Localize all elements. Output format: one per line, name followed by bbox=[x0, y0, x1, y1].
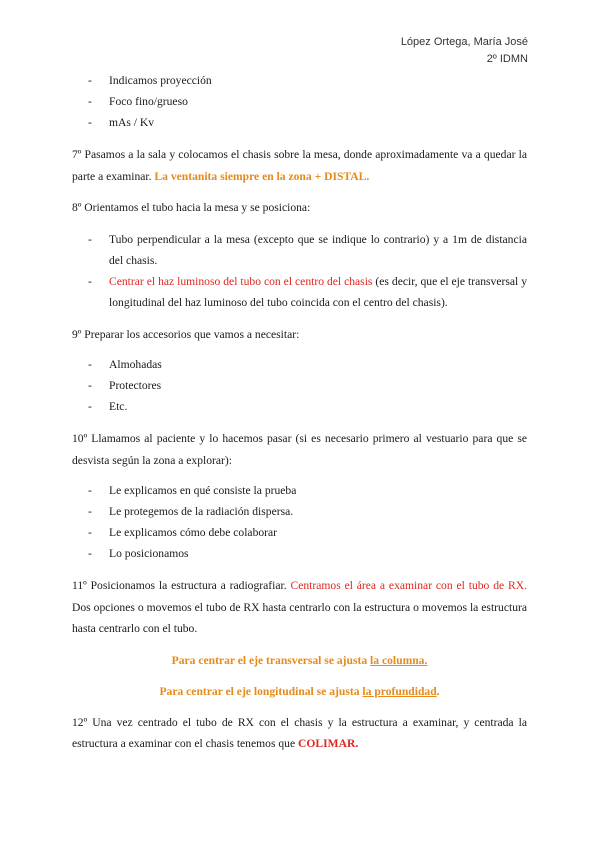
list-item: - Tubo perpendicular a la mesa (excepto que se indique lo contrario) y a 1m de distancia del chasis. bbox=[88, 232, 527, 267]
step-9-paragraph: 9º Preparar los accesorios que vamos a necesitar: bbox=[72, 327, 300, 341]
list-item: - Almohadas bbox=[88, 358, 162, 371]
list-item: - Etc. bbox=[88, 400, 128, 413]
course-label: 2º IDMN bbox=[486, 53, 528, 65]
list-a bbox=[72, 70, 527, 133]
list-item: - Le explicamos cómo debe colaborar bbox=[88, 526, 278, 539]
list-item: - Indicamos proyección bbox=[88, 74, 212, 87]
step-10-paragraph: 10º Llamamos al paciente y lo hacemos pasar (si es necesario primero al vestuario para que se desvista según la zona a explorar): bbox=[72, 432, 527, 467]
step-11-paragraph: 11º Posicionamos la estructura a radiografiar. Centramos el área a examinar con el tubo de RX. Dos opciones o movemos el tubo de RX hasta centrarlo con la estructura o movemos la estructura hasta centrarlo con el tubo. bbox=[72, 579, 527, 635]
list-item: - Le protegemos de la radiación dispersa. bbox=[88, 505, 294, 518]
author-name: López Ortega, María José bbox=[400, 36, 528, 48]
distal-highlight: La ventanita siempre en la zona + DISTAL. bbox=[154, 169, 370, 183]
step-10-list bbox=[72, 480, 527, 564]
list-item: - Lo posicionamos bbox=[88, 547, 189, 560]
list-item: - Foco fino/grueso bbox=[88, 95, 188, 108]
list-item: - Centrar el haz luminoso del tubo con el centro del chasis (es decir, que el eje transversal y longitudinal del haz luminoso del tubo coincida con el centro del chasis). bbox=[88, 274, 527, 309]
step-7-paragraph: 7º Pasamos a la sala y colocamos el chasis sobre la mesa, donde aproximadamente va a quedar la parte a examinar. La ventanita siempre en la zona + DISTAL. bbox=[72, 148, 527, 183]
document-body bbox=[72, 70, 527, 755]
page-header bbox=[401, 34, 528, 68]
list-item: - mAs / Kv bbox=[88, 116, 155, 129]
step-8-list bbox=[72, 229, 527, 313]
step-12-paragraph: 12º Una vez centrado el tubo de RX con el chasis y la estructura a examinar, y centrada la estructura a examinar con el chasis tenemos que COLIMAR. bbox=[72, 715, 527, 750]
step-8-paragraph: 8º Orientamos el tubo hacia la mesa y se posiciona: bbox=[72, 201, 311, 214]
list-item: - Le explicamos en qué consiste la prueba bbox=[88, 484, 297, 497]
center-transversal-note: Para centrar el eje transversal se ajusta la columna. bbox=[171, 653, 428, 667]
step-9-list bbox=[72, 354, 527, 417]
list-item: - Protectores bbox=[88, 379, 162, 392]
center-longitudinal-note: Para centrar el eje longitudinal se ajusta la profundidad. bbox=[159, 684, 440, 698]
